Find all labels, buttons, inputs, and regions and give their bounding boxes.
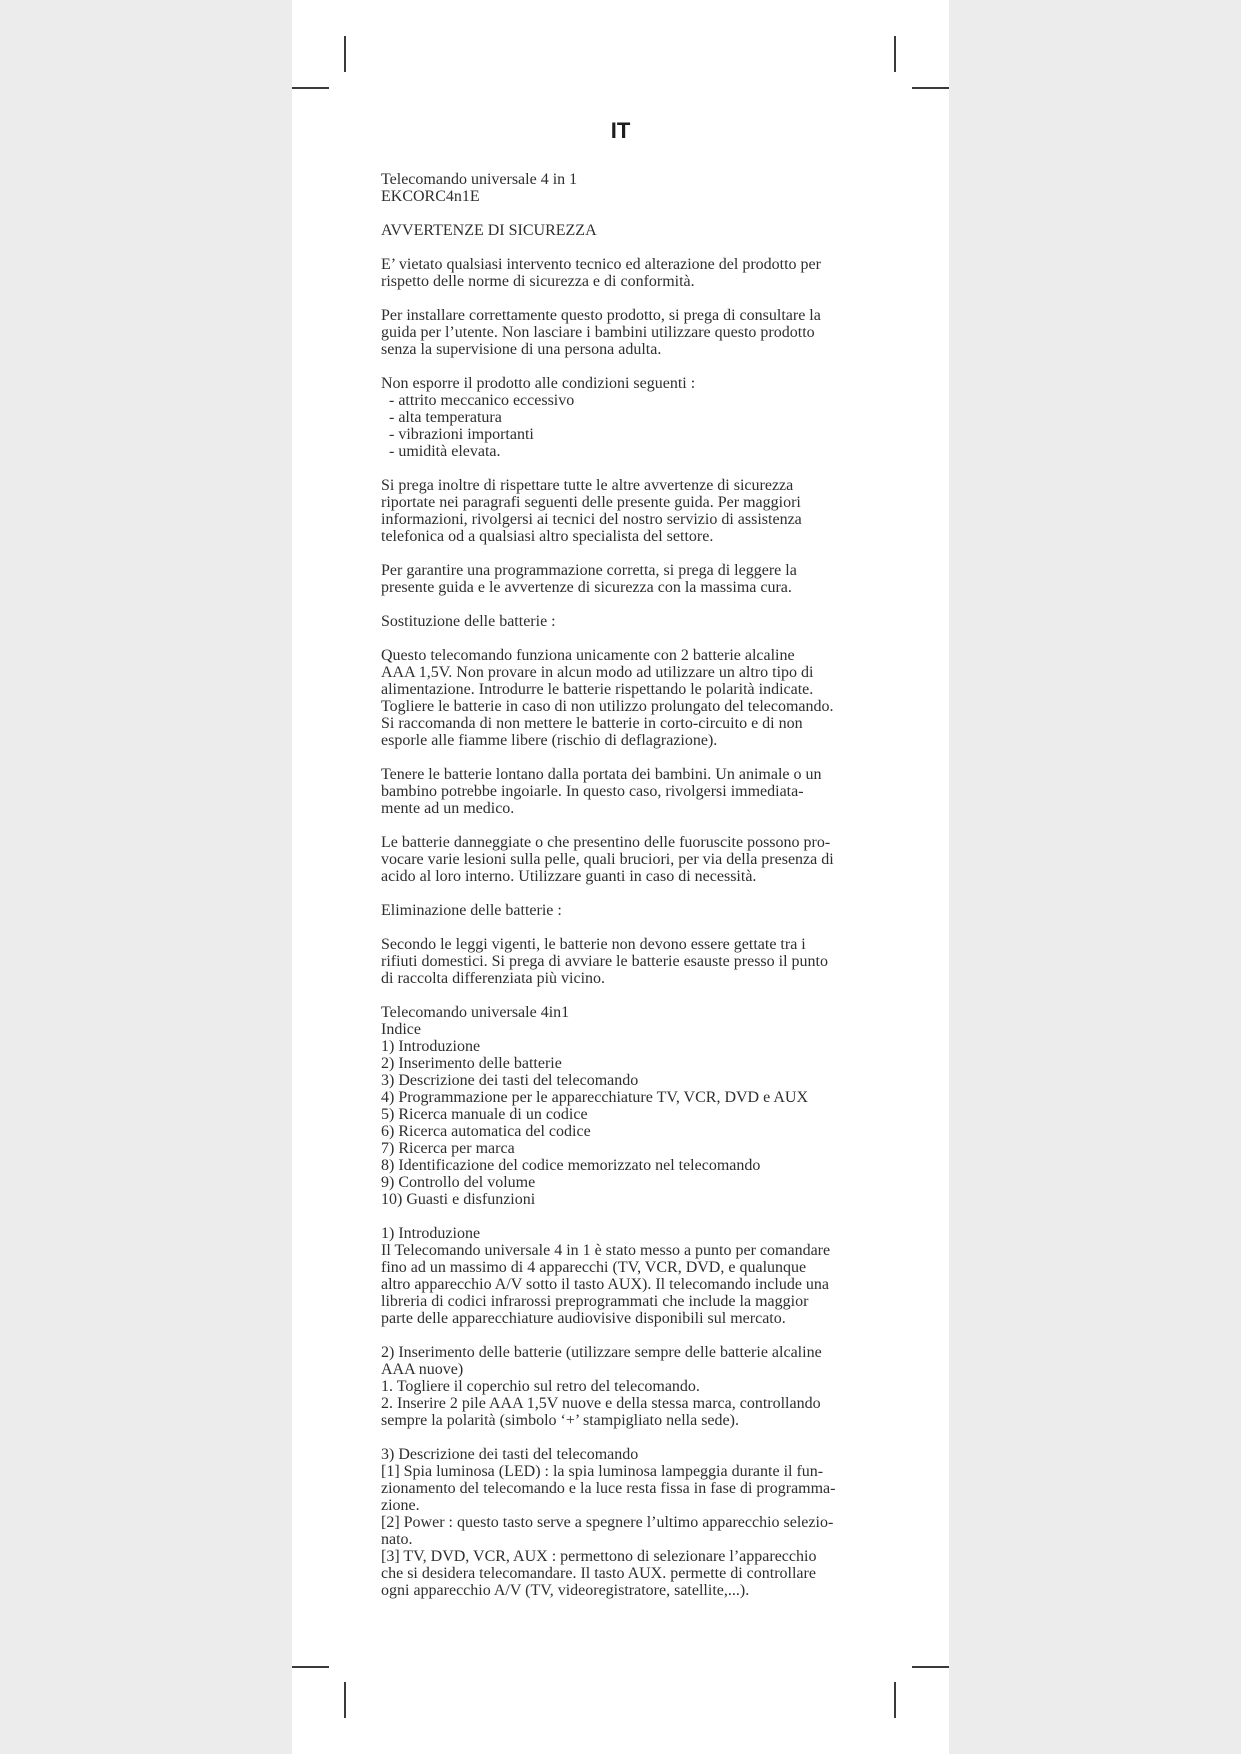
paragraph-spacer bbox=[381, 290, 871, 307]
text-line: Sostituzione delle batterie : bbox=[381, 613, 556, 630]
text-line: [2] Power : questo tasto serve a spegnere l’ultimo apparecchio selezio- bbox=[381, 1514, 834, 1531]
paragraph bbox=[381, 613, 871, 630]
paragraph bbox=[381, 171, 871, 205]
text-line: vocare varie lesioni sulla pelle, quali bruciori, per via della presenza di bbox=[381, 851, 834, 868]
text-line: EKCORC4n1E bbox=[381, 188, 480, 205]
paragraph bbox=[381, 647, 871, 749]
paragraph bbox=[381, 834, 871, 885]
paragraph-spacer bbox=[381, 545, 871, 562]
text-line: [3] TV, DVD, VCR, AUX : permettono di selezionare l’apparecchio bbox=[381, 1548, 817, 1565]
text-line: 10) Guasti e disfunzioni bbox=[381, 1191, 536, 1208]
text-line: - alta temperatura bbox=[381, 409, 502, 426]
text-line: zionamento del telecomando e la luce resta fissa in fase di programma- bbox=[381, 1480, 836, 1497]
paragraph-spacer bbox=[381, 1208, 871, 1225]
text-line: Le batterie danneggiate o che presentino delle fuoruscite possono pro- bbox=[381, 834, 831, 851]
text-line: 1) Introduzione bbox=[381, 1225, 481, 1242]
text-line: Il Telecomando universale 4 in 1 è stato messo a punto per comandare bbox=[381, 1242, 831, 1259]
text-line: Telecomando universale 4 in 1 bbox=[381, 171, 578, 188]
paragraph bbox=[381, 375, 871, 460]
paragraph bbox=[381, 1004, 871, 1208]
text-line: - umidità elevata. bbox=[381, 443, 501, 460]
text-line: mente ad un medico. bbox=[381, 800, 515, 817]
text-line: Eliminazione delle batterie : bbox=[381, 902, 562, 919]
text-line: sempre la polarità (simbolo ‘+’ stampigliato nella sede). bbox=[381, 1412, 739, 1429]
text-line: bambino potrebbe ingoiarle. In questo caso, rivolgersi immediata- bbox=[381, 783, 804, 800]
text-line: zione. bbox=[381, 1497, 420, 1514]
paragraph-spacer bbox=[381, 205, 871, 222]
text-line: Si raccomanda di non mettere le batterie in corto-circuito e di non bbox=[381, 715, 803, 732]
text-line: 3) Descrizione dei tasti del telecomando bbox=[381, 1446, 639, 1463]
text-line: presente guida e le avvertenze di sicurezza con la massima cura. bbox=[381, 579, 792, 596]
paragraph bbox=[381, 307, 871, 358]
text-line: esporle alle fiamme libere (rischio di deflagrazione). bbox=[381, 732, 718, 749]
text-line: 2) Inserimento delle batterie (utilizzare sempre delle batterie alcaline bbox=[381, 1344, 822, 1361]
paragraph bbox=[381, 477, 871, 545]
text-line: altro apparecchio A/V sotto il tasto AUX). Il telecomando include una bbox=[381, 1276, 830, 1293]
text-line: 7) Ricerca per marca bbox=[381, 1140, 515, 1157]
text-line: 3) Descrizione dei tasti del telecomando bbox=[381, 1072, 639, 1089]
text-line: E’ vietato qualsiasi intervento tecnico ed alterazione del prodotto per bbox=[381, 256, 821, 273]
paragraph bbox=[381, 1344, 871, 1429]
text-line: 4) Programmazione per le apparecchiature TV, VCR, DVD e AUX bbox=[381, 1089, 808, 1106]
text-line: senza la supervisione di una persona adulta. bbox=[381, 341, 662, 358]
text-line: 8) Identificazione del codice memorizzato nel telecomando bbox=[381, 1157, 761, 1174]
paragraph bbox=[381, 562, 871, 596]
text-line: che si desidera telecomandare. Il tasto AUX. permette di controllare bbox=[381, 1565, 816, 1582]
text-line: AAA 1,5V. Non provare in alcun modo ad utilizzare un altro tipo di bbox=[381, 664, 814, 681]
paragraph-spacer bbox=[381, 885, 871, 902]
text-line: 9) Controllo del volume bbox=[381, 1174, 536, 1191]
text-line: rifiuti domestici. Si prega di avviare le batterie esauste presso il punto bbox=[381, 953, 828, 970]
crop-mark-top-right-horizontal bbox=[912, 87, 949, 89]
text-line: Non esporre il prodotto alle condizioni seguenti : bbox=[381, 375, 696, 392]
text-line: Telecomando universale 4in1 bbox=[381, 1004, 570, 1021]
text-line: fino ad un massimo di 4 apparecchi (TV, VCR, DVD, e qualunque bbox=[381, 1259, 807, 1276]
paragraph-spacer bbox=[381, 987, 871, 1004]
paragraph-spacer bbox=[381, 817, 871, 834]
text-line: Indice bbox=[381, 1021, 421, 1038]
text-line: 2) Inserimento delle batterie bbox=[381, 1055, 562, 1072]
text-line: acido al loro interno. Utilizzare guanti in caso di necessità. bbox=[381, 868, 757, 885]
paragraph-spacer bbox=[381, 630, 871, 647]
crop-mark-top-left-horizontal bbox=[292, 87, 329, 89]
text-line: Togliere le batterie in caso di non utilizzo prolungato del telecomando. bbox=[381, 698, 834, 715]
crop-mark-bottom-right-vertical bbox=[894, 1682, 896, 1718]
crop-mark-bottom-left-vertical bbox=[344, 1682, 346, 1718]
paragraph-spacer bbox=[381, 749, 871, 766]
crop-mark-bottom-left-horizontal bbox=[292, 1666, 329, 1668]
text-line: riportate nei paragrafi seguenti delle presente guida. Per maggiori bbox=[381, 494, 801, 511]
paragraph bbox=[381, 222, 871, 239]
text-line: 6) Ricerca automatica del codice bbox=[381, 1123, 591, 1140]
paragraph-spacer bbox=[381, 919, 871, 936]
text-line: [1] Spia luminosa (LED) : la spia luminosa lampeggia durante il fun- bbox=[381, 1463, 824, 1480]
text-line: di raccolta differenziata più vicino. bbox=[381, 970, 606, 987]
text-line: Questo telecomando funziona unicamente con 2 batterie alcaline bbox=[381, 647, 795, 664]
paragraph-spacer bbox=[381, 1429, 871, 1446]
paragraph bbox=[381, 256, 871, 290]
paragraph bbox=[381, 766, 871, 817]
language-code-heading: IT bbox=[610, 118, 631, 143]
paragraph-spacer bbox=[381, 596, 871, 613]
paragraph-spacer bbox=[381, 1327, 871, 1344]
text-line: 5) Ricerca manuale di un codice bbox=[381, 1106, 588, 1123]
text-line: nato. bbox=[381, 1531, 413, 1548]
text-line: parte delle apparecchiature audiovisive disponibili sul mercato. bbox=[381, 1310, 786, 1327]
text-line: alimentazione. Introdurre le batterie rispettando le polarità indicate. bbox=[381, 681, 814, 698]
paragraph-spacer bbox=[381, 239, 871, 256]
text-line: libreria di codici infrarossi preprogrammati che include la maggior bbox=[381, 1293, 809, 1310]
text-line: - vibrazioni importanti bbox=[381, 426, 534, 443]
text-line: telefonica od a qualsiasi altro specialista del settore. bbox=[381, 528, 714, 545]
text-line: 1) Introduzione bbox=[381, 1038, 481, 1055]
text-line: - attrito meccanico eccessivo bbox=[381, 392, 575, 409]
crop-mark-top-right-vertical bbox=[894, 36, 896, 72]
paragraph bbox=[381, 936, 871, 987]
text-line: 1. Togliere il coperchio sul retro del telecomando. bbox=[381, 1378, 700, 1395]
text-line: AVVERTENZE DI SICUREZZA bbox=[381, 222, 597, 239]
text-line: ogni apparecchio A/V (TV, videoregistratore, satellite,...). bbox=[381, 1582, 750, 1599]
text-line: informazioni, rivolgersi ai tecnici del nostro servizio di assistenza bbox=[381, 511, 802, 528]
crop-mark-bottom-right-horizontal bbox=[912, 1666, 949, 1668]
crop-mark-top-left-vertical bbox=[344, 36, 346, 72]
text-line: Per garantire una programmazione corretta, si prega di leggere la bbox=[381, 562, 797, 579]
paragraph bbox=[381, 1446, 871, 1599]
document-body bbox=[381, 171, 871, 1599]
text-line: Tenere le batterie lontano dalla portata dei bambini. Un animale o un bbox=[381, 766, 822, 783]
paragraph bbox=[381, 1225, 871, 1327]
text-line: Per installare correttamente questo prodotto, si prega di consultare la bbox=[381, 307, 821, 324]
text-line: rispetto delle norme di sicurezza e di conformità. bbox=[381, 273, 695, 290]
text-line: guida per l’utente. Non lasciare i bambini utilizzare questo prodotto bbox=[381, 324, 815, 341]
text-line: Secondo le leggi vigenti, le batterie non devono essere gettate tra i bbox=[381, 936, 806, 953]
text-line: AAA nuove) bbox=[381, 1361, 464, 1378]
text-line: Si prega inoltre di rispettare tutte le altre avvertenze di sicurezza bbox=[381, 477, 794, 494]
paragraph-spacer bbox=[381, 460, 871, 477]
paragraph bbox=[381, 902, 871, 919]
text-line: 2. Inserire 2 pile AAA 1,5V nuove e della stessa marca, controllando bbox=[381, 1395, 821, 1412]
paragraph-spacer bbox=[381, 358, 871, 375]
